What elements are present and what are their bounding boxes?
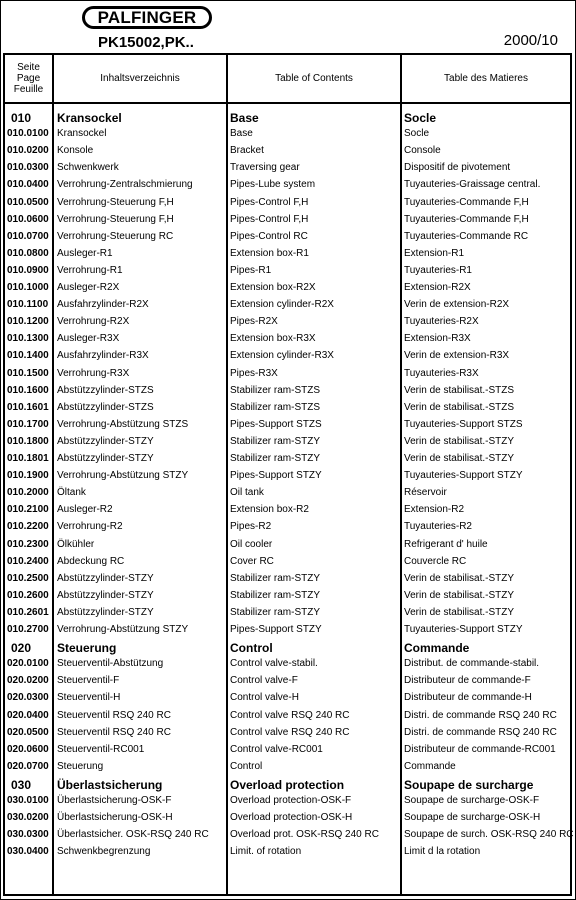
english-title-cell: Stabilizer ram-STZY (230, 606, 321, 618)
german-title-cell: Schwenkwerk (57, 162, 119, 174)
table-row (5, 125, 570, 142)
page-number-cell: 030.0400 (7, 846, 49, 858)
french-title-cell: Tuyauteries-R1 (404, 264, 472, 276)
header-fr-column: Table des Matieres (444, 73, 528, 84)
english-title-cell: Pipes-Support STZY (230, 470, 322, 482)
table-row (5, 809, 570, 826)
english-title-cell: Control valve-H (230, 692, 299, 704)
english-title-cell: Extension cylinder-R2X (230, 299, 334, 311)
english-title-cell: Control (230, 760, 263, 772)
german-title-cell: Abstützzylinder-STZY (57, 572, 154, 584)
german-title-cell: Überlastsicher. OSK-RSQ 240 RC (57, 829, 209, 841)
french-title-cell: Extension-R1 (404, 247, 465, 259)
french-title-cell: Limit d la rotation (404, 846, 481, 858)
french-title-cell: Tuyauteries-Commande F,H (404, 213, 529, 225)
german-title-cell: Öltank (57, 487, 86, 499)
french-title-cell: Tuyauteries-Commande F,H (404, 196, 529, 208)
english-title-cell: Traversing gear (230, 162, 300, 174)
german-title-cell: Ausleger-R3X (57, 333, 120, 345)
english-title-cell: Pipes-Control F,H (230, 196, 309, 208)
page-number-cell: 010.2200 (7, 521, 49, 533)
english-title-cell: Base (230, 111, 259, 125)
german-title-cell: Konsole (57, 145, 94, 157)
french-title-cell: Distributeur de commande-RC001 (404, 743, 556, 755)
english-title-cell: Stabilizer ram-STZS (230, 401, 321, 413)
page-number-cell: 020.0400 (7, 709, 49, 721)
page-number-cell: 010.1500 (7, 367, 49, 379)
german-title-cell: Ausleger-R2 (57, 504, 113, 516)
page-number-cell: 010.1800 (7, 435, 49, 447)
english-title-cell: Limit. of rotation (230, 846, 302, 858)
table-row (5, 843, 570, 860)
table-row (5, 365, 570, 382)
document-date: 2000/10 (503, 32, 558, 49)
table-row (5, 570, 570, 587)
page-number-cell: 020.0200 (7, 675, 49, 687)
french-title-cell: Verin de extension-R2X (404, 299, 510, 311)
page-number-cell: 010.0200 (7, 145, 49, 157)
table-row (5, 433, 570, 450)
table-row (5, 758, 570, 775)
german-title-cell: Abstützzylinder-STZS (57, 401, 154, 413)
english-title-cell: Stabilizer ram-STZS (230, 384, 321, 396)
table-row (5, 621, 570, 638)
french-title-cell: Socle (404, 128, 430, 140)
page-number-cell: 010.1400 (7, 350, 49, 362)
french-title-cell: Tuyauteries-R2 (404, 521, 472, 533)
page-number-cell: 010.1200 (7, 316, 49, 328)
table-row (5, 587, 570, 604)
french-title-cell: Dispositif de pivotement (404, 162, 511, 174)
french-title-cell: Soupape de surch. OSK-RSQ 240 RC (404, 829, 574, 841)
english-title-cell: Base (230, 128, 253, 140)
english-title-cell: Pipes-Control F,H (230, 213, 309, 225)
table-row (5, 176, 570, 193)
page-number-cell: 010.2600 (7, 589, 49, 601)
palfinger-logo (82, 6, 212, 29)
logo-text: PALFINGER (97, 7, 197, 27)
french-title-cell: Commande (404, 760, 456, 772)
french-title-cell: Tuyauteries-R2X (404, 316, 479, 328)
english-title-cell: Stabilizer ram-STZY (230, 589, 321, 601)
page-number-cell: 010.2400 (7, 555, 49, 567)
page-number-cell: 010.1601 (7, 401, 49, 413)
french-title-cell: Distributeur de commande-F (404, 675, 531, 687)
english-title-cell: Pipes-Support STZY (230, 624, 322, 635)
english-title-cell: Pipes-R2 (230, 521, 272, 533)
table-row (5, 279, 570, 296)
table-row (5, 245, 570, 262)
table-row (5, 211, 570, 228)
french-title-cell: Tuyauteries-Support STZY (404, 470, 523, 482)
table-row (5, 399, 570, 416)
table-row (5, 655, 570, 672)
english-title-cell: Pipes-Lube system (230, 179, 316, 191)
german-title-cell: Ausleger-R2X (57, 282, 120, 293)
german-title-cell: Verrohrung-Steuerung F,H (57, 213, 174, 225)
french-title-cell: Extension-R2 (404, 504, 465, 516)
french-title-cell: Tuyauteries-Commande RC (404, 230, 529, 242)
table-row (5, 689, 570, 706)
page-number-cell: 010.0700 (7, 230, 49, 242)
page-number-cell: 010.1000 (7, 282, 49, 293)
page-number-cell: 010.2100 (7, 504, 49, 516)
page-number-cell: 030.0200 (7, 812, 49, 824)
german-title-cell: Steuerventil RSQ 240 RC (57, 709, 171, 721)
table-row (5, 313, 570, 330)
english-title-cell: Control valve RSQ 240 RC (230, 709, 350, 721)
french-title-cell: Console (404, 145, 441, 157)
german-title-cell: Steuerventil-F (57, 675, 120, 687)
page-number-cell: 030.0300 (7, 829, 49, 841)
page-number-cell: 010.2500 (7, 572, 49, 584)
model-number: PK15002,PK.. (98, 34, 194, 51)
german-title-cell: Ausfahrzylinder-R3X (57, 350, 149, 362)
page-number-cell: 010.0500 (7, 196, 49, 208)
german-title-cell: Überlastsicherung-OSK-F (57, 795, 172, 806)
german-title-cell: Verrohrung-Steuerung F,H (57, 196, 174, 208)
german-title-cell: Steuerventil-RC001 (57, 743, 145, 755)
page-number-cell: 010.1700 (7, 418, 49, 430)
table-row (5, 228, 570, 245)
german-title-cell: Abstützzylinder-STZS (57, 384, 154, 396)
german-title-cell: Verrohrung-Steuerung RC (57, 230, 174, 242)
page-number-cell: 010.0300 (7, 162, 49, 174)
french-title-cell: Commande (404, 641, 470, 656)
page-number-cell: 010.2000 (7, 487, 49, 499)
french-title-cell: Verin de stabilisat.-STZY (404, 453, 515, 464)
table-row (5, 724, 570, 741)
french-title-cell: Soupape de surcharge-OSK-F (404, 795, 540, 806)
french-title-cell: Couvercle RC (404, 555, 467, 567)
english-title-cell: Extension box-R3X (230, 333, 316, 345)
french-title-cell: Distributeur de commande-H (404, 692, 532, 704)
table-row (5, 330, 570, 347)
english-title-cell: Overload protection (230, 777, 345, 792)
german-title-cell: Steuerventil RSQ 240 RC (57, 726, 171, 738)
page-number-cell: 020.0700 (7, 760, 49, 772)
german-title-cell: Abdeckung RC (57, 555, 125, 567)
english-title-cell: Control valve RSQ 240 RC (230, 726, 350, 738)
page-number-cell: 020.0600 (7, 743, 49, 755)
french-title-cell: Distri. de commande RSQ 240 RC (404, 726, 557, 738)
table-row (5, 553, 570, 570)
table-row (5, 518, 570, 535)
table-row (5, 467, 570, 484)
header-en-column: Table of Contents (275, 73, 353, 84)
page-number-cell: 020.0300 (7, 692, 49, 704)
english-title-cell: Pipes-Support STZS (230, 418, 322, 430)
page-number-cell: 010.2300 (7, 538, 49, 550)
table-row (5, 416, 570, 433)
table-row (5, 536, 570, 553)
page-number-cell: 010.1100 (7, 299, 49, 311)
english-title-cell: Control valve-stabil. (230, 658, 318, 670)
table-row (5, 484, 570, 501)
table-row (5, 707, 570, 724)
french-title-cell: Extension-R2X (404, 282, 471, 293)
table-row (5, 159, 570, 176)
german-title-cell: Ölkühler (57, 538, 95, 550)
english-title-cell: Extension cylinder-R3X (230, 350, 334, 362)
french-title-cell: Tuyauteries-R3X (404, 367, 479, 379)
table-row (5, 347, 570, 364)
german-title-cell: Kransockel (57, 128, 107, 140)
page-number-cell: 020.0500 (7, 726, 49, 738)
french-title-cell: Distribut. de commande-stabil. (404, 658, 540, 670)
german-title-cell: Verrohrung-R3X (57, 367, 130, 379)
table-row (5, 792, 570, 809)
french-title-cell: Verin de stabilisat.-STZY (404, 435, 515, 447)
page-number-cell: 010.1900 (7, 470, 49, 482)
german-title-cell: Verrohrung-R1 (57, 264, 123, 276)
page-number-cell: 030 (11, 777, 32, 792)
english-title-cell: Control valve-RC001 (230, 743, 323, 755)
french-title-cell: Tuyauteries-Support STZY (404, 624, 523, 635)
german-title-cell: Verrohrung-R2 (57, 521, 123, 533)
french-title-cell: Verin de stabilisat.-STZY (404, 572, 515, 584)
english-title-cell: Pipes-R2X (230, 316, 278, 328)
table-row (5, 672, 570, 689)
english-title-cell: Control valve-F (230, 675, 298, 687)
german-title-cell: Steuerventil-Abstützung (57, 658, 164, 670)
english-title-cell: Stabilizer ram-STZY (230, 572, 321, 584)
table-row (5, 296, 570, 313)
english-title-cell: Overload protection-OSK-F (230, 795, 352, 806)
page-number-cell: 020.0100 (7, 658, 49, 670)
table-row (5, 382, 570, 399)
french-title-cell: Refrigerant d' huile (404, 538, 488, 550)
page-number-cell: 030.0100 (7, 795, 49, 806)
german-title-cell: Steuerung (57, 641, 117, 656)
english-title-cell: Oil cooler (230, 538, 273, 550)
page-number-cell: 010.0900 (7, 264, 49, 276)
german-title-cell: Verrohrung-Abstützung STZY (57, 470, 189, 482)
german-title-cell: Verrohrung-R2X (57, 316, 130, 328)
french-title-cell: Tuyauteries-Support STZS (404, 418, 523, 430)
french-title-cell: Réservoir (404, 487, 447, 499)
english-title-cell: Oil tank (230, 487, 264, 499)
english-title-cell: Stabilizer ram-STZY (230, 453, 321, 464)
german-title-cell: Steuerventil-H (57, 692, 121, 704)
french-title-cell: Verin de extension-R3X (404, 350, 510, 362)
english-title-cell: Overload prot. OSK-RSQ 240 RC (230, 829, 379, 841)
page-number-cell: 020 (11, 641, 32, 656)
table-row (5, 450, 570, 467)
contents-table (3, 53, 572, 896)
page-number-cell: 010.1300 (7, 333, 49, 345)
french-title-cell: Verin de stabilisat.-STZY (404, 589, 515, 601)
table-row (5, 604, 570, 621)
english-title-cell: Overload protection-OSK-H (230, 812, 353, 824)
french-title-cell: Socle (404, 111, 437, 125)
page-number-cell: 010 (11, 111, 32, 125)
german-title-cell: Verrohrung-Zentralschmierung (57, 179, 193, 191)
english-title-cell: Extension box-R2X (230, 282, 316, 293)
german-title-cell: Ausfahrzylinder-R2X (57, 299, 149, 311)
german-title-cell: Abstützzylinder-STZY (57, 589, 154, 601)
header-de-column: Inhaltsverzeichnis (100, 73, 180, 84)
english-title-cell: Pipes-R1 (230, 264, 272, 276)
german-title-cell: Steuerung (57, 760, 104, 772)
page-number-cell: 010.2700 (7, 624, 49, 635)
german-title-cell: Abstützzylinder-STZY (57, 435, 154, 447)
french-title-cell: Extension-R3X (404, 333, 471, 345)
table-row (5, 142, 570, 159)
table-row (5, 826, 574, 843)
table-row (5, 262, 570, 279)
english-title-cell: Stabilizer ram-STZY (230, 435, 321, 447)
english-title-cell: Extension box-R2 (230, 504, 309, 516)
page-number-cell: 010.1801 (7, 453, 49, 464)
page-number-cell: 010.0400 (7, 179, 49, 191)
page-number-cell: 010.2601 (7, 606, 49, 618)
english-title-cell: Control (230, 641, 273, 656)
french-title-cell: Soupape de surcharge-OSK-H (404, 812, 541, 824)
french-title-cell: Tuyauteries-Graissage central. (404, 179, 541, 191)
french-title-cell: Verin de stabilisat.-STZS (404, 401, 515, 413)
french-title-cell: Distri. de commande RSQ 240 RC (404, 709, 557, 721)
english-title-cell: Pipes-Control RC (230, 230, 308, 242)
page-number-cell: 010.0600 (7, 213, 49, 225)
page-number-cell: 010.1600 (7, 384, 49, 396)
header-page-column: Seite Page Feuille (13, 62, 44, 95)
german-title-cell: Verrohrung-Abstützung STZS (57, 418, 189, 430)
german-title-cell: Überlastsicherung-OSK-H (57, 812, 173, 824)
header-divider (5, 102, 570, 104)
german-title-cell: Kransockel (57, 111, 122, 125)
french-title-cell: Verin de stabilisat.-STZY (404, 606, 515, 618)
german-title-cell: Schwenkbegrenzung (57, 846, 151, 858)
english-title-cell: Extension box-R1 (230, 247, 309, 259)
table-row (5, 194, 570, 211)
english-title-cell: Pipes-R3X (230, 367, 278, 379)
german-title-cell: Ausleger-R1 (57, 247, 113, 259)
german-title-cell: Abstützzylinder-STZY (57, 606, 154, 618)
page-number-cell: 010.0800 (7, 247, 49, 259)
german-title-cell: Überlastsicherung (57, 777, 163, 792)
table-row (5, 741, 570, 758)
french-title-cell: Verin de stabilisat.-STZS (404, 384, 515, 396)
table-row (5, 501, 570, 518)
english-title-cell: Cover RC (230, 555, 274, 567)
page-number-cell: 010.0100 (7, 128, 49, 140)
french-title-cell: Soupape de surcharge (404, 777, 534, 792)
german-title-cell: Abstützzylinder-STZY (57, 453, 154, 464)
german-title-cell: Verrohrung-Abstützung STZY (57, 624, 189, 635)
english-title-cell: Bracket (230, 145, 264, 157)
